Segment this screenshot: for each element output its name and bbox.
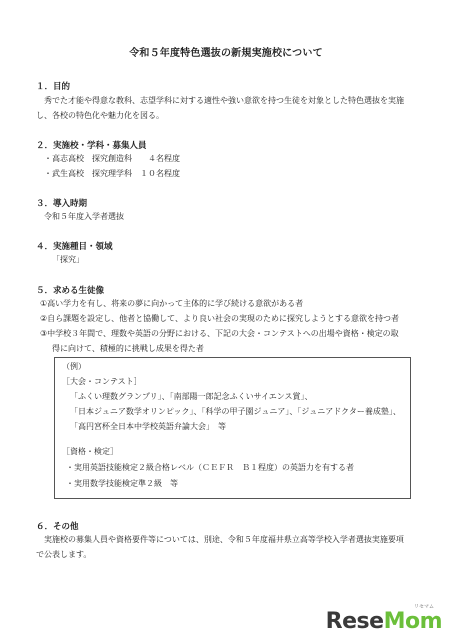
section-6-line: で公表します。 [36,550,92,559]
page-title: 令和５年度特色選抜の新規実施校について [129,48,323,59]
section-5-line: 得に向けて、積極的に挑戦し成果を得た者 [52,344,204,353]
box-line: 「ふくい理数グランプリ」、「南部陽一郎記念ふくいサイエンス賞」、 [70,392,313,401]
box-subheading-certifications: ［資格・検定］ [62,447,118,456]
section-2-heading: ２．実施校・学科・募集人員 [36,141,147,151]
section-2-line: ・武生高校 探究理学科 １０名程度 [44,169,180,178]
section-6-heading: ６．その他 [36,522,79,532]
logo-part-2: Mom [383,609,442,634]
logo-part-1: Rese [325,609,384,634]
example-label: （例） [62,362,86,371]
section-3-line: 令和５年度入学者選抜 [44,212,124,221]
logo-subtext: リセマム [414,604,434,610]
section-3-heading: ３．導入時期 [36,199,88,209]
section-5-line: ①高い学力を有し、将来の夢に向かって主体的に学び続ける意欲がある者 [40,299,304,308]
section-4-line: 「探究」 [52,255,84,264]
section-5-line: ②自ら課題を設定し、他者と協働して、より良い社会の実現のために探究しようとする意欲を持つ者 [40,314,400,323]
section-2-line: ・高志高校 探究創造科 ４名程度 [44,154,180,163]
box-subheading-contests: ［大会・コンテスト］ [62,377,142,386]
section-1-line: し、各校の特色化や魅力化を図る。 [36,111,164,120]
box-line: 「日本ジュニア数学オリンピック」、「科学の甲子園ジュニア」、「ジュニアドクター養成塾」、 [70,407,401,416]
box-line: ・実用英語技能検定２級合格レベル（ＣＥＦＲ Ｂ１程度）の英語力を有する者 [66,463,354,472]
section-4-heading: ４．実施種目・領域 [36,242,113,252]
box-line: ・実用数学技能検定準２級 等 [66,479,178,488]
section-5-heading: ５．求める生徒像 [36,286,105,296]
section-6-line: 実施校の募集人員や資格要件等については、別途、令和５年度福井県立高等学校入学者選抜実施要項 [44,535,404,544]
section-1-line: 秀でた才能や得意な教科、志望学科に対する適性や強い意欲を持つ生徒を対象とした特色選抜を実施 [44,96,404,105]
section-5-line: ③中学校３年間で、理数や英語の分野における、下記の大会・コンテストへの出場や資格・検定の取 [40,329,399,338]
section-1-heading: １．目的 [36,82,71,92]
box-line: 「高円宮杯全日本中学校英語弁論大会」 等 [70,422,226,431]
resemom-logo [326,609,442,634]
